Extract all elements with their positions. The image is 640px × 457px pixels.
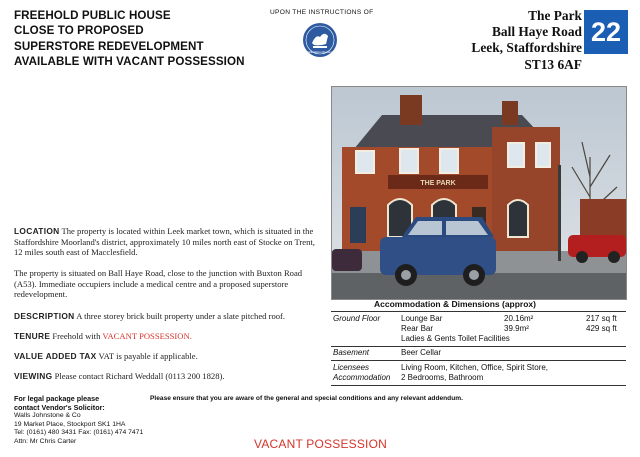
conditions-notice: Please ensure that you are aware of the general and special conditions and any relevant addendum. [150,395,463,402]
divider [331,311,626,312]
description-label: DESCRIPTION [14,311,75,321]
address-line: The Park [528,8,582,23]
legal-line: 19 Market Place, Stockport SK1 1HA [14,420,126,428]
description-section [14,311,320,322]
location-label: LOCATION [14,226,60,236]
property-address [471,8,582,73]
address-line: Ball Haye Road [491,24,582,40]
tenure-text: Freehold with [52,331,101,341]
logo-text: Staffordshire Moorlands [306,51,334,54]
council-logo [302,22,338,58]
viewing-text: Please contact Richard Weddall (0113 200 1828). [54,371,225,381]
lot-number: 22 [584,10,628,54]
headline-line: AVAILABLE WITH VACANT POSSESSION [14,55,245,69]
vat-label: VALUE ADDED TAX [14,351,97,361]
room-name: Rear Bar [401,324,434,333]
room-m2: 39.9m² [504,324,529,333]
headline-line: FREEHOLD PUBLIC HOUSE [14,9,171,22]
legal-title: For legal package please [14,394,100,403]
legal-title: contact Vendor's Solicitor: [14,402,105,412]
legal-line: Tel: (0161) 480 3431 Fax: (0161) 474 7471 [14,429,144,437]
licensees-label: Licensees [333,363,370,372]
location-paragraph-2: The property is situated on Ball Haye Road, close to the junction with Buxton Road (A53). Immediate occupiers include a medical centre and a proposed superstore redevelopment. [14,268,303,300]
solicitor-block [14,395,143,447]
accommodation-title: Accommodation & Dimensions (approx) [374,299,536,309]
tenure-vacant: VACANT POSSESSION. [102,331,192,341]
address-line: Leek, Staffordshire [471,40,582,56]
vat-section [14,351,320,362]
headline-line: CLOSE TO PROPOSED [14,24,144,38]
property-photo [331,86,627,300]
instructions-label: UPON THE INSTRUCTIONS OF [270,9,374,16]
vat-text: VAT is payable if applicable. [98,351,198,361]
room-sqft: 217 sq ft [586,314,617,323]
viewing-label: VIEWING [14,371,53,381]
basement-value: Beer Cellar [401,348,442,357]
divider [331,385,626,386]
licensees-value: 2 Bedrooms, Bathroom [401,373,484,382]
licensees-value: Living Room, Kitchen, Office, Spirit Store, [401,363,549,372]
legal-line: Attn: Mr Chris Carter [14,437,77,445]
room-m2: 20.16m² [504,314,534,323]
room-name: Lounge Bar [401,314,443,323]
location-text: The property is located within Leek market town, which is situated in the Staffordshire Moorland's district, approximately 10 miles north east of Stocke on Trent, 12 miles south east of Macclesfield. [14,226,315,258]
vacant-possession-footer: VACANT POSSESSION [254,437,387,451]
location-section [14,226,320,258]
toilets-text: Ladies & Gents Toilet Facilities [401,334,510,343]
headline-line: SUPERSTORE REDEVELOPMENT [14,39,204,53]
ground-floor-label: Ground Floor [333,314,381,323]
tenure-label: TENURE [14,331,51,341]
headline [14,8,274,70]
description-text: A three storey brick built property under a slate pitched roof. [76,311,286,321]
photo-sign-text: THE PARK [420,180,456,187]
viewing-section [14,371,320,382]
divider [331,360,626,361]
legal-line: Walls Johnstone & Co [14,412,81,420]
tenure-section [14,331,320,342]
accommodation-label: Accommodation [333,373,391,382]
divider [331,346,626,347]
address-line: ST13 6AF [524,56,582,72]
room-sqft: 429 sq ft [586,324,617,333]
basement-label: Basement [333,348,370,357]
